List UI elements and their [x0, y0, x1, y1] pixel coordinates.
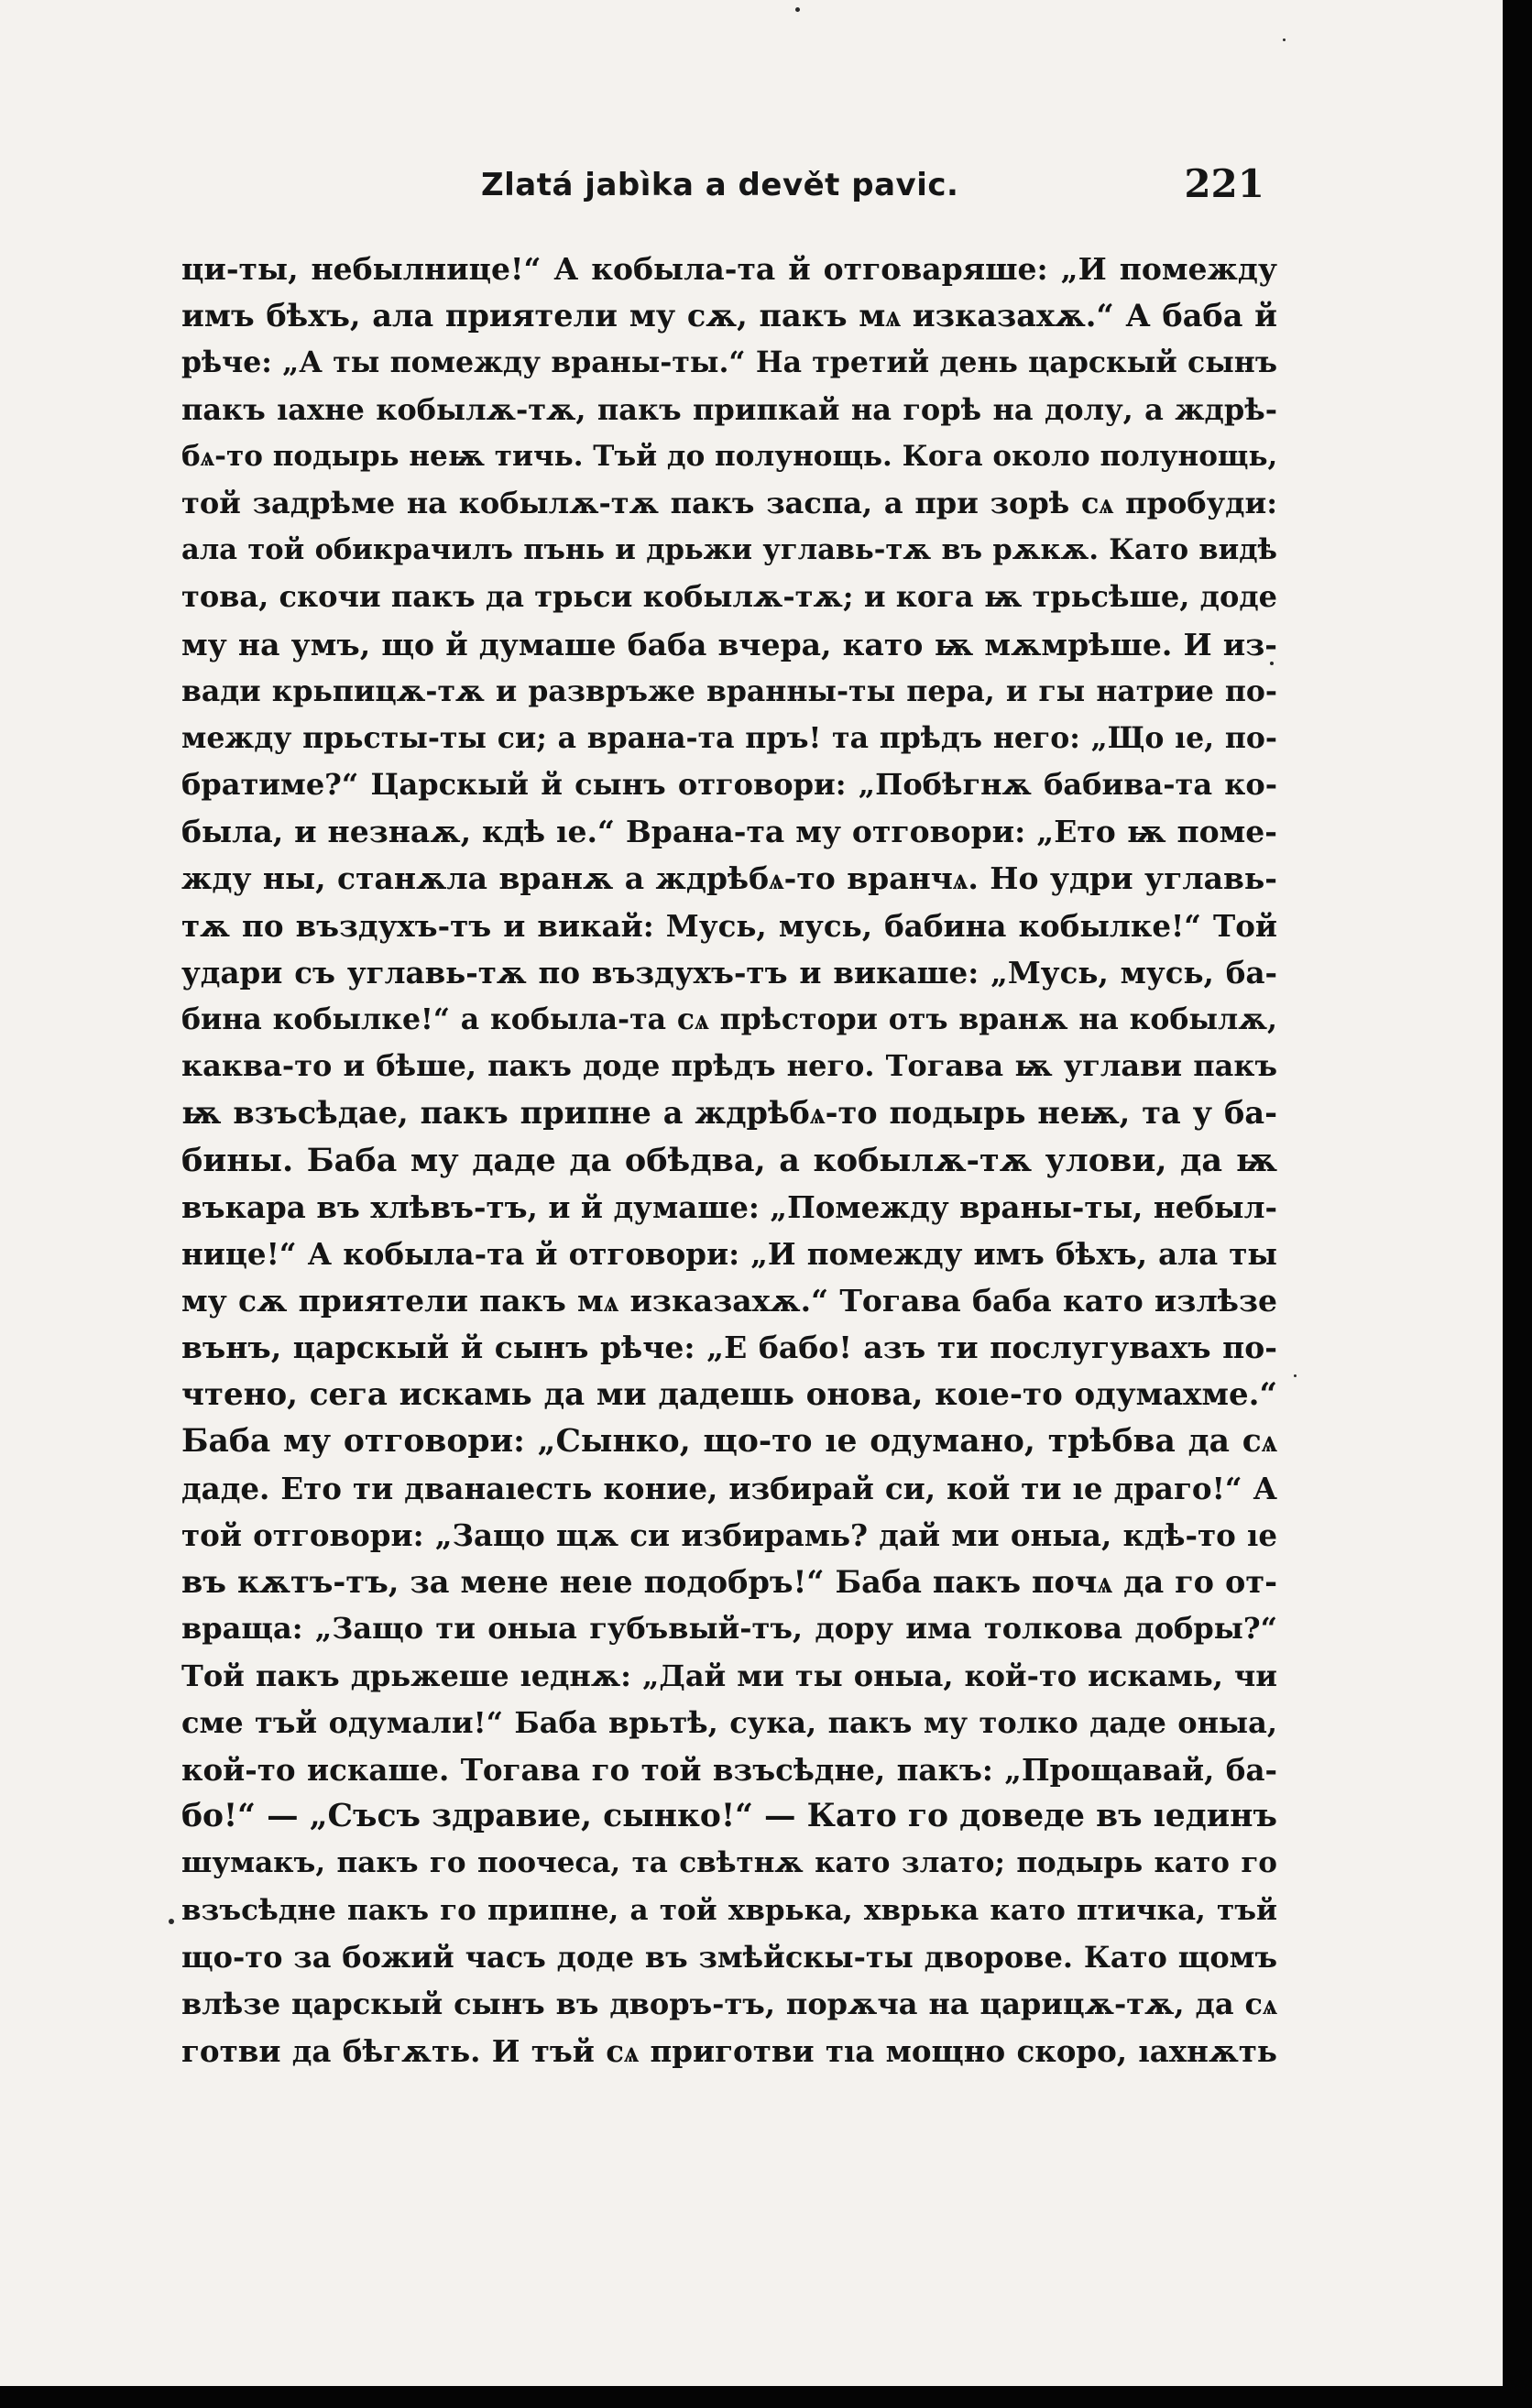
- text-line: вади крьпицѫ-тѫ и развръже вранны-ты пера, и гы натрие по-: [181, 673, 1277, 708]
- text-line: шумакъ, пакъ го поочеса, та свѣтнѫ като злато; подырь като го: [181, 1846, 1277, 1880]
- ink-speck: [169, 1919, 174, 1924]
- text-line: пакъ ıахне кобылѫ-тѫ, пакъ припкай на горѣ на долу, а ждрѣ-: [181, 391, 1277, 427]
- text-line: чтено, сега искамь да ми дадешь онова, коıе-то одумахме.“: [181, 1375, 1277, 1413]
- text-line: Той пакъ дрьжеше ıеднѫ: „Дай ми ты оныа, кой-то искамь, чи: [181, 1658, 1277, 1693]
- text-line: кой-то искаше. Тогава го той взъсѣдне, пакъ: „Прощавай, ба-: [181, 1752, 1277, 1788]
- text-line: жду ны, станѫла вранѫ а ждрѣбѧ-то вранчѧ. Но удри углавь-: [181, 860, 1277, 897]
- text-line: влѣзе царскый сынъ въ дворъ-тъ, порѫча на царицѫ-тѫ, да сѧ: [181, 1986, 1277, 2021]
- scan-border-bottom: [0, 2386, 1532, 2408]
- text-line: бины. Баба му даде да обѣдва, а кобылѫ-тѫ улови, да ѭ: [181, 1141, 1277, 1179]
- text-line: тѫ по въздухъ-тъ и викай: Мусь, мусь, бабина кобылке!“ Той: [181, 907, 1277, 944]
- text-line: даде. Ето ти дванаıесть коние, избирай си, кой ти ıе драго!“ А: [181, 1470, 1277, 1506]
- text-line: рѣче: „А ты помежду враны-ты.“ На третий день царскый сынъ: [181, 345, 1277, 380]
- text-line: враща: „Защо ти оныа губъвый-тъ, дору има толкова добры?“: [181, 1611, 1277, 1647]
- page-header: [183, 161, 1264, 216]
- text-line: удари съ углавь-тѫ по въздухъ-тъ и викаше: „Мусь, мусь, ба-: [181, 954, 1277, 991]
- text-line: взъсѣдне пакъ го припне, а той хврька, хврька като птичка, тъй: [181, 1893, 1277, 1927]
- text-line: му сѫ приятели пакъ мѧ изказахѫ.“ Тогава баба като излѣзе: [181, 1283, 1277, 1319]
- text-line: ѭ взъсѣдае, пакъ припне а ждрѣбѧ-то подырь неѭ, та у ба-: [181, 1095, 1277, 1132]
- text-line: между прьсты-ты си; а врана-та пръ! та прѣдъ него: „Що ıе, по-: [181, 720, 1277, 755]
- text-line: имъ бѣхъ, ала приятели му сѫ, пакъ мѧ изказахѫ.“ А баба й: [181, 298, 1277, 334]
- ink-speck: [1283, 38, 1286, 41]
- text-line: въ кѫтъ-тъ, за мене неıе подобръ!“ Баба пакъ почѧ да го от-: [181, 1564, 1277, 1601]
- text-line: му на умъ, що й думаше баба вчера, като ѭ мѫмрѣше. И из-: [181, 626, 1277, 662]
- text-line: нице!“ А кобыла-та й отговори: „И помежду имъ бѣхъ, ала ты: [181, 1235, 1277, 1272]
- text-line: що-то за божий часъ доде въ змѣйскы-ты дворове. Като щомъ: [181, 1939, 1277, 1975]
- text-line: каква-то и бѣше, пакъ доде прѣдъ него. Тогава ѭ углави пакъ: [181, 1048, 1277, 1084]
- text-line: бина кобылке!“ а кобыла-та сѧ прѣстори отъ вранѫ на кобылѫ,: [181, 1002, 1277, 1036]
- text-line: была, и незнаѫ, кдѣ ıе.“ Врана-та му отговори: „Ето ѭ поме-: [181, 814, 1277, 850]
- text-line: това, скочи пакъ да трьси кобылѫ-тѫ; и кога ѭ трьсѣше, доде: [181, 579, 1277, 615]
- text-line: Баба му отговори: „Сынко, що-то ıе одумано, трѣбва да сѧ: [181, 1422, 1277, 1460]
- ink-speck: [795, 7, 800, 12]
- scan-border-right: [1503, 0, 1532, 2408]
- text-line: готви да бѣгѫть. И тъй сѧ приготви тıа мощно скоро, ıахнѫть: [181, 2033, 1277, 2070]
- text-line: той задрѣме на кобылѫ-тѫ пакъ заспа, а при зорѣ сѧ пробуди:: [181, 485, 1277, 520]
- ink-speck: [1294, 1374, 1297, 1377]
- text-line: братиме?“ Царскый й сынъ отговори: „Побѣгнѫ бабива-та ко-: [181, 767, 1277, 803]
- body-text: [181, 246, 1277, 2074]
- text-line: сме тъй одумали!“ Баба врьтѣ, сука, пакъ му толко даде оныа,: [181, 1704, 1277, 1740]
- text-line: бо!“ — „Съсъ здравие, сынко!“ — Като го доведе въ ıединъ: [181, 1798, 1277, 1835]
- text-line: ала той обикрачилъ пънь и дрьжи углавь-тѫ въ рѫкѫ. Като видѣ: [181, 533, 1277, 567]
- text-line: ци-ты, небылнице!“ А кобыла-та й отговаряше: „И помежду: [181, 251, 1277, 287]
- text-line: въкара въ хлѣвъ-тъ, и й думаше: „Помежду враны-ты, небыл-: [181, 1188, 1277, 1225]
- text-line: бѧ-то подырь неѭ тичь. Тъй до полунощь. Кога около полунощь,: [181, 439, 1277, 473]
- running-title: Zlatá jabìka a devět pavic.: [481, 167, 959, 203]
- text-line: той отговори: „Защо щѫ си избирамь? дай ми оныа, кдѣ-то ıе: [181, 1517, 1277, 1554]
- text-line: вънъ, царскый й сынъ рѣче: „Е бабо! азъ ти послугувахъ по-: [181, 1330, 1277, 1366]
- page-number: 221: [1184, 161, 1264, 206]
